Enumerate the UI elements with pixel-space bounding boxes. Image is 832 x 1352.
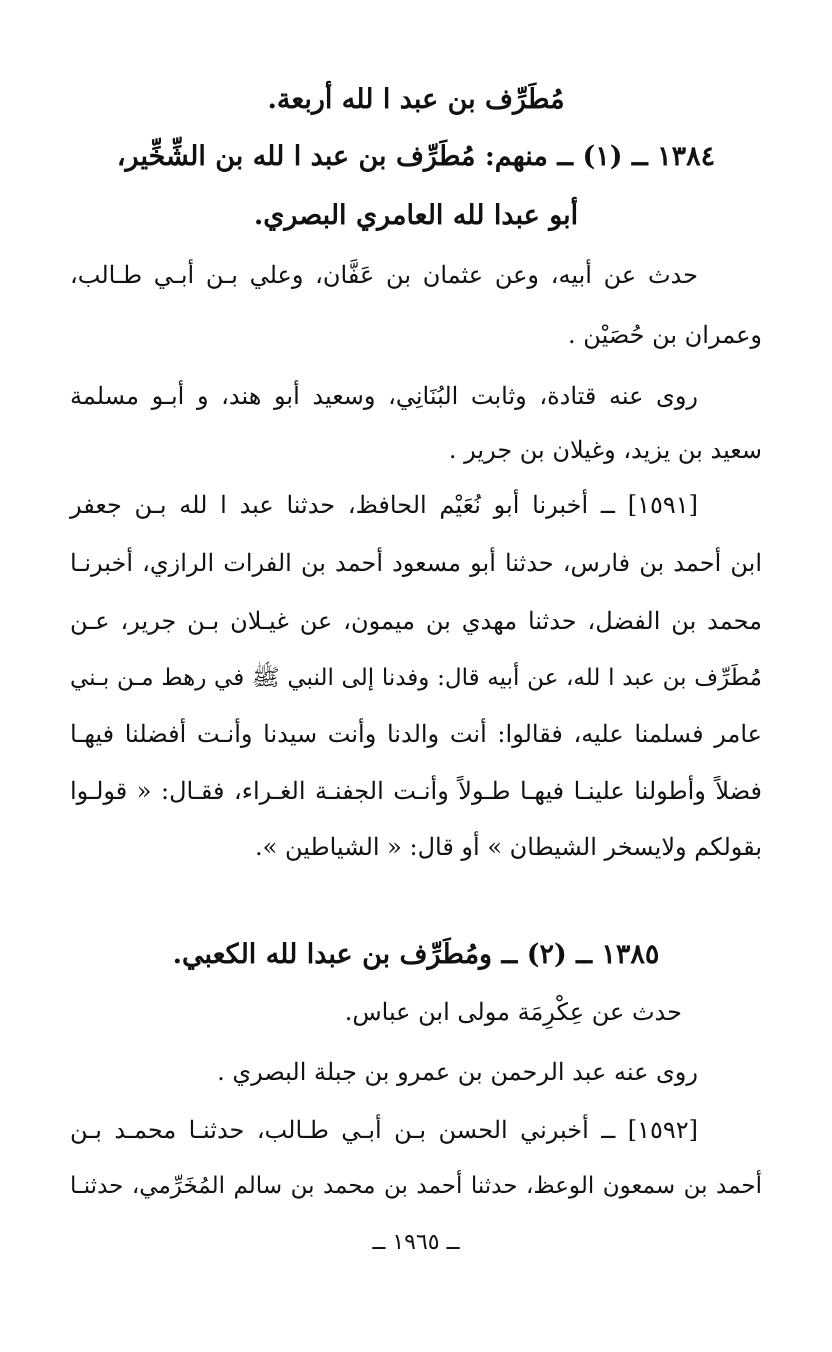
text-line: روى عنه قتادة، وثابت البُنَانِي، وسعيد أبو هند، و أبـو مسلمة bbox=[70, 382, 698, 410]
hadith-line: محمد بن الفضل، حدثنا مهدي بن ميمون، عن غيـلان بـن جرير، عـن bbox=[70, 607, 762, 635]
hadith-line: [١٥٩٢] ــ أخبرني الحسن بـن أبـي طـالب، حدثنـا محمـد بـن bbox=[70, 1116, 698, 1144]
hadith-line: فضلاً وأطولنا علينـا فيهـا طـولاً وأنـت الجفنـة الغـراء، فقـال: « قولـوا bbox=[70, 777, 762, 805]
text-line: وعمران بن حُصَيْن . bbox=[568, 321, 762, 349]
entry-heading-1384-kunya: أبو عبدا لله العامري البصري. bbox=[253, 200, 579, 231]
entry-heading-1384: ١٣٨٤ ــ (١) ــ منهم: مُطَرِّف بن عبد ا لله بن الشِّخِّير، bbox=[116, 141, 716, 172]
hadith-line: بقولكم ولايسخر الشيطان » أو قال: « الشياطين ». bbox=[255, 833, 762, 861]
text-line: حدث عن أبيه، وعن عثمان بن عَفَّان، وعلي بـن أبـي طـالب، bbox=[70, 261, 698, 289]
section-title: مُطَرِّف بن عبد ا لله أربعة. bbox=[267, 84, 565, 115]
text-line: روى عنه عبد الرحمن بن عمرو بن جبلة البصري . bbox=[217, 1058, 698, 1086]
hadith-line: مُطَرِّف بن عبد ا لله، عن أبيه قال: وفدنا إلى النبي ﷺ في رهط مـن بـني bbox=[70, 665, 762, 691]
entry-heading-1385: ١٣٨٥ ــ (٢) ــ ومُطَرِّف بن عبدا لله الكعبي. bbox=[172, 939, 660, 970]
hadith-line: عامر فسلمنا عليه، فقالوا: أنت والدنا وأنت سيدنا وأنـت أفضلنا فيهـا bbox=[70, 720, 762, 748]
text-line: سعيد بن يزيد، وغيلان بن جرير . bbox=[448, 436, 762, 464]
hadith-line: ابن أحمد بن فارس، حدثنا أبو مسعود أحمد بن الفرات الرازي، أخبرنـا bbox=[70, 549, 763, 577]
hadith-line: أحمد بن سمعون الوعظ، حدثنا أحمد بن محمد بن سالم المُخَرِّمي، حدثنـا bbox=[70, 1173, 762, 1199]
page-number: ــ ١٩٦٥ ــ bbox=[372, 1230, 460, 1255]
hadith-line: [١٥٩١] ــ أخبرنا أبو نُعَيْم الحافظ، حدثنا عبد ا لله بـن جعفر bbox=[70, 491, 698, 519]
text-line: حدث عن عِكْرِمَة مولى ابن عباس. bbox=[344, 998, 682, 1026]
